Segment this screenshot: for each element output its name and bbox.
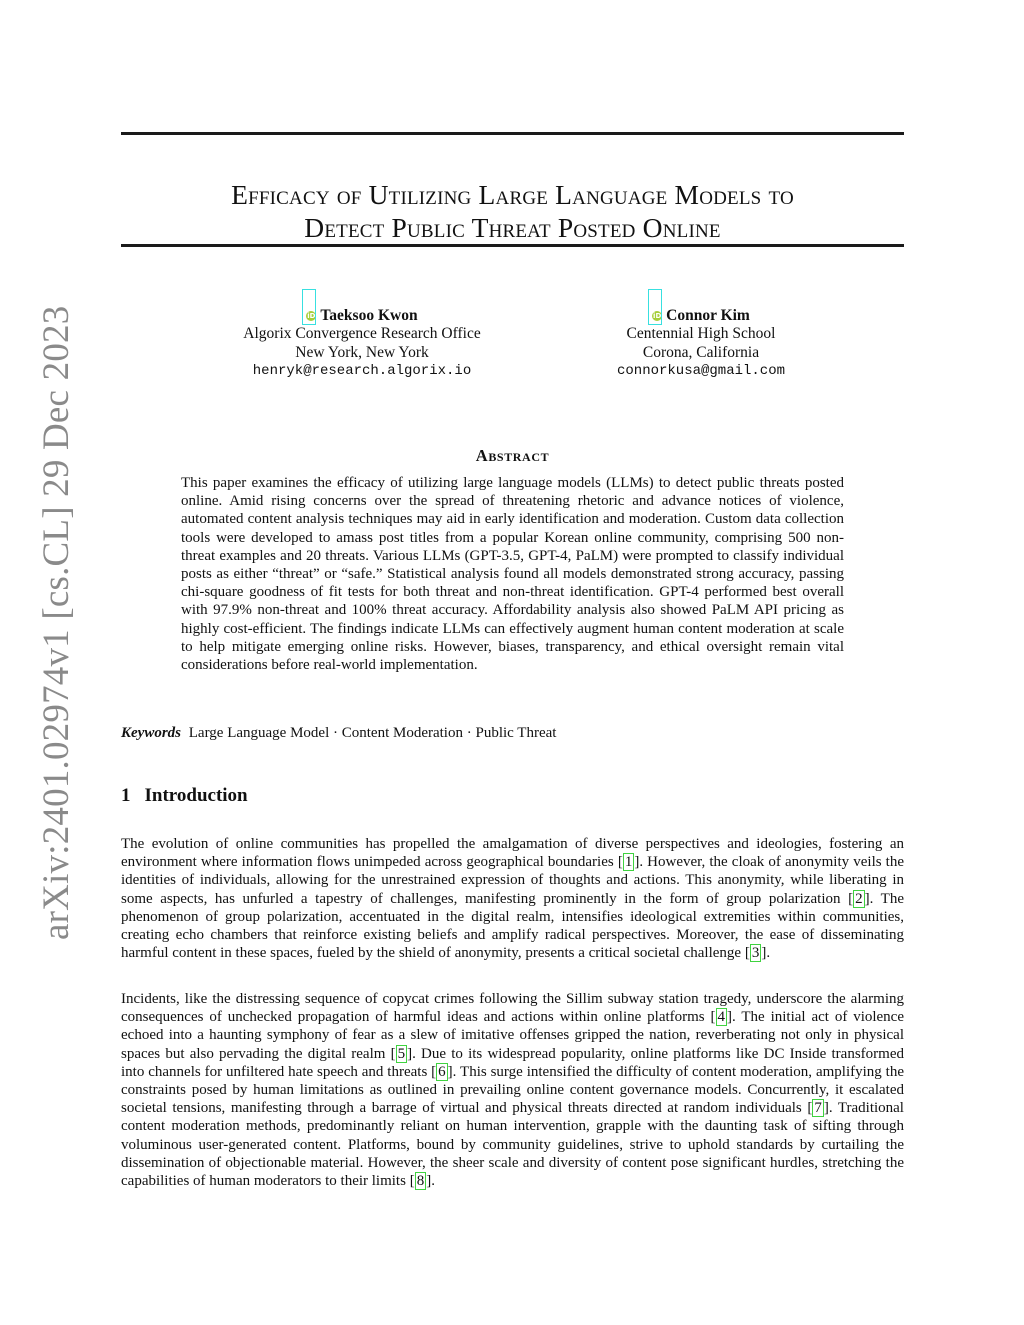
para-text: . [766,945,771,962]
author-location: New York, New York [295,343,429,361]
abstract-text: This paper examines the efficacy of utilizing large language models (LLMs) to detect public threats posted online. Amid rising concerns over the spread of threatening rhetoric and advance notices of violence, automated content analysis techniques may aid in early identification and moderation. Custom data collection tools were developed to amass post titles from a popular Korean online community, comprising 500 non-threat examples and 20 threats. Various LLMs (GPT-3.5, GPT-4, PaLM) were prompted to classify individual posts as either “threat” or “safe.” Statistical analysis found all models demonstrated strong accuracy, passing chi-square goodness of fit tests for both threat and non-threat identification. GPT-4 performed best overall with 97.9% non-threat and 100% threat accuracy. Affordability analysis also showed PaLM API pricing as highly cost-efficient. The findings indicate LLMs can effectively augment human content moderation at scale to help mitigate emerging online risks. However, biases, transparency, and ethical oversight remain vital considerations before real-world implementation. [181,475,844,674]
abstract-heading: Abstract [475,446,550,465]
citation-link[interactable]: 4 [717,1009,726,1026]
keywords-line [121,725,556,742]
orcid-icon[interactable] [652,311,662,321]
author-email[interactable]: connorkusa@gmail.com [616,363,786,380]
citation-link[interactable]: 8 [416,1173,425,1190]
para-text: The evolution of online communities has propelled the amalgamation of diverse perspectives and ideologies, fostering an environment where information flows unimpeded across geographical boundaries [121,836,904,871]
para-text: Incidents, like the distressing sequence of copycat crimes following the Sillim subway station tragedy, underscore the alarming consequences of unchecked propagation of harmful ideas and actions within online platforms [121,991,904,1026]
author-affiliation: Centennial High School [626,325,776,343]
orcid-icon-glyph: iD [653,312,662,320]
para-text: . Traditional content moderation methods, predominantly reliant on human intervention, grapple with the daunting task of sifting through voluminous user-generated content. Platforms, bound by community guidelines, strive to uphold standards by curtailing the dissemination of objectionable material. However, the sheer scale and diversity of content pose significant hurdles, stretching the capabilities of human moderators to their limits [121,1100,904,1190]
orcid-icon[interactable] [306,311,316,321]
author-email[interactable]: henryk@research.algorix.io [252,363,472,380]
keywords-label: Keywords [121,725,181,741]
para-text: . The phenomenon of group polarization, accentuated in the digital realm, intensifies ideological extremities within communities, creating echo chambers that reinforce existing beliefs and amplify radical perspectives. Moreover, the ease of disseminating harmful content in these spaces, fueled by the shield of anonymity, presents a critical societal challenge [121,890,904,962]
citation-link[interactable]: 3 [751,945,760,962]
citation-link[interactable]: 1 [624,854,633,871]
author-name: Taeksoo Kwon [320,306,418,324]
orcid-link-box [648,289,662,325]
citation-link[interactable]: 5 [397,1045,406,1062]
para-text: . However, the cloak of anonymity veils the identities of individuals, allowing for the unrestrained expression of thoughts and actions. This anonymity, while liberating in some aspects, has unfurled a tapestry of challenges, manifesting prominently in the form of group polarization [121,854,904,907]
para-text: . Due to its widespread popularity, online platforms like DC Inside transformed into channels for unfiltered hate speech and threats [121,1045,904,1080]
author-location: Corona, California [642,343,760,361]
para-text: . [431,1173,435,1190]
para-text: . This surge intensified the difficulty of content moderation, amplifying the constraints posed by human limitations as outlined in prevailing online content governance models. Concurrently, it escalated societal tensions, manifesting through a barrage of virtual and physical threats directed at random individuals [121,1063,904,1117]
section-title: Introduction [144,785,248,806]
intro-paragraph-2: Incidents, like the distressing sequence of copycat crimes following the Sillim subway station tragedy, underscore the alarming consequences of unchecked propagation of harmful ideas and actions within online platforms [ 4 ]. The initial act of violence echoed into a haunting symphony of fear as a slew of imitative offenses gripped the nation, reverberating not only in physical spaces but also pervading the digital realm [ 5 ]. Due to its widespread popularity, online platforms like DC Inside transformed into channels for unfiltered hate speech and threats [ 6 ]. This surge intensified the difficulty of content moderation, amplifying the constraints posed by human limitations as outlined in prevailing online content governance models. Concurrently, it escalated societal tensions, manifesting through a barrage of virtual and physical threats directed at random individuals [ 7 ]. Traditional content moderation methods, predominantly reliant on human intervention, grapple with the daunting task of sifting through voluminous user-generated content. Platforms, bound by community guidelines, strive to uphold standards by curtailing the dissemination of objectionable material. However, the sheer scale and diversity of content pose significant hurdles, stretching the capabilities of human moderators to their limits [ 8 ]. [121,991,904,1190]
title-top-rule [121,132,904,135]
para-text: . The initial act of violence echoed into a haunting symphony of fear as a slew of imitative offenses gripped the nation, reverberating not only in physical spaces but also pervading the digital realm [121,1009,904,1062]
section-number: 1 [121,785,131,806]
author-block-2 [571,305,831,381]
citation-link[interactable]: 2 [855,890,863,907]
section-heading-introduction [121,785,248,807]
citation-link[interactable]: 6 [438,1063,446,1080]
title-line-2: Detect Public Threat Posted Online [304,212,721,244]
author-affiliation: Algorix Convergence Research Office [243,325,481,343]
paper-title [121,178,904,244]
author-block-1 [212,305,512,381]
intro-paragraph-1: The evolution of online communities has propelled the amalgamation of diverse perspectives and ideologies, fostering an environment where information flows unimpeded across geographical boundaries [ 1 ]. However, the cloak of anonymity veils the identities of individuals, allowing for the unrestrained expression of thoughts and actions. This anonymity, while liberating in some aspects, has unfurled a tapestry of challenges, manifesting prominently in the form of group polarization [ 2 ]. The phenomenon of group polarization, accentuated in the digital realm, intensifies ideological extremities within communities, creating echo chambers that reinforce existing beliefs and amplify radical perspectives. Moreover, the ease of disseminating harmful content in these spaces, fueled by the shield of anonymity, presents a critical societal challenge [ 3 ]. [121,836,904,962]
orcid-icon-glyph: iD [307,312,316,320]
keywords-list: Large Language Model · Content Moderation · Public Threat [188,725,557,741]
citation-link[interactable]: 7 [814,1100,822,1117]
title-bottom-rule [121,244,904,247]
title-line-1: Efficacy of Utilizing Large Language Models to [231,179,794,211]
author-name: Connor Kim [666,306,750,324]
arxiv-identifier: arXiv:2401.02974v1 [cs.CL] 29 Dec 2023 [36,305,77,940]
orcid-link-box [302,289,316,325]
